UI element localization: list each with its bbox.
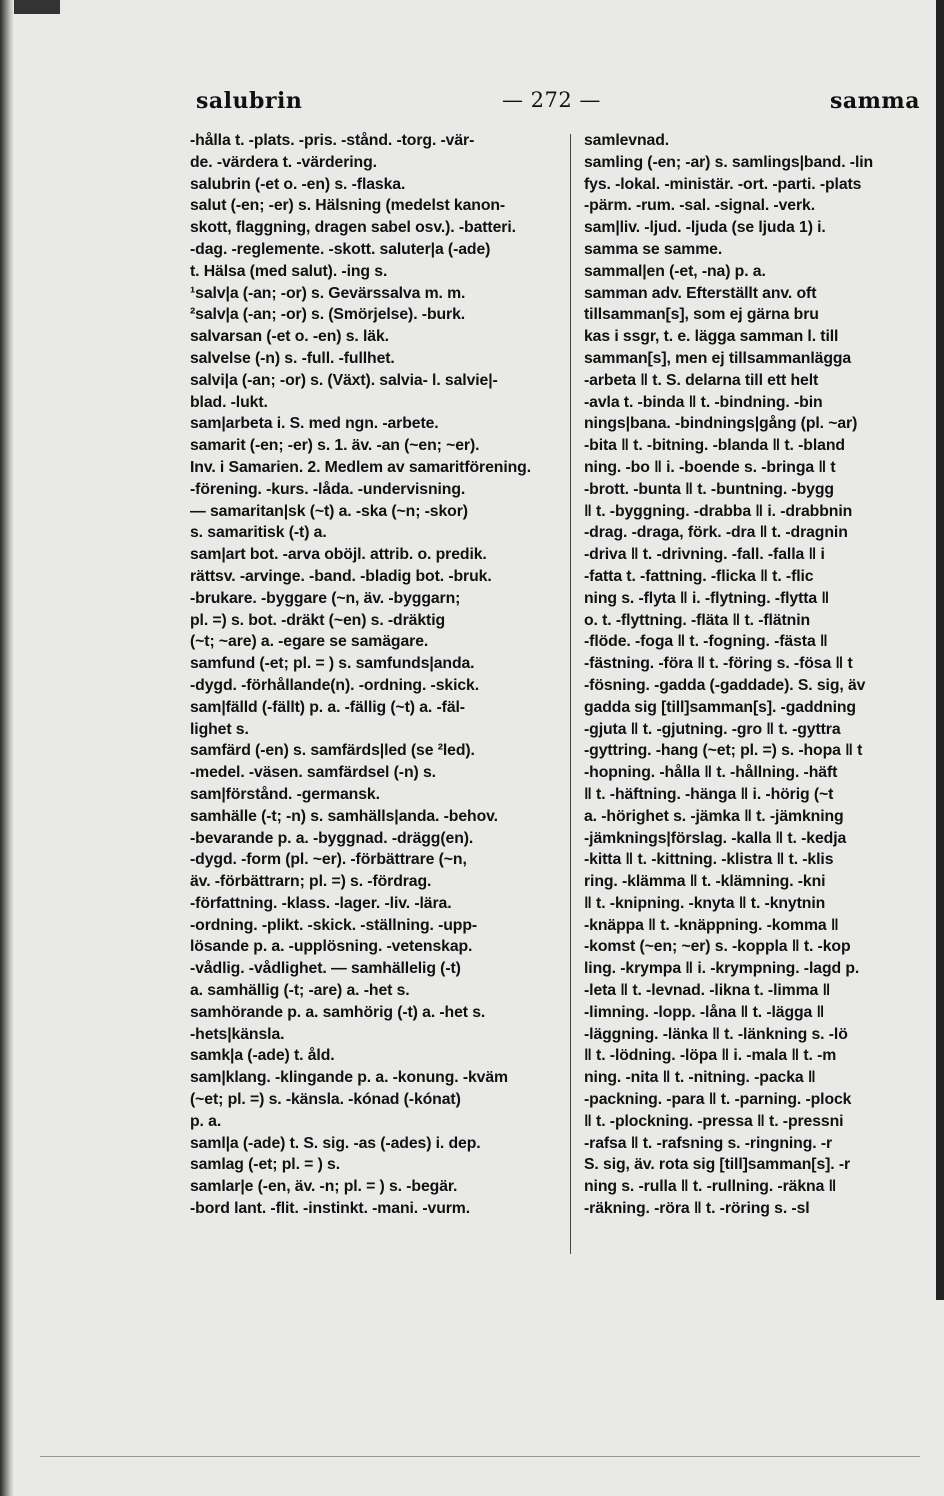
entry-line: -gyttring. -hang (~et; pl. =) s. -hopa ǁ t [584, 742, 863, 760]
entry-line: -läggning. -länka ǁ t. -länkning s. -lö [584, 1025, 848, 1043]
entry-line: -författning. -klass. -lager. -liv. -lära. [190, 894, 452, 912]
entry-line: samlar|e (-en, äv. -n; pl. = ) s. -begär. [190, 1178, 458, 1196]
entry-line: -fästning. -föra ǁ t. -föring s. -fösa ǁ t [584, 655, 853, 673]
entry-line: sam|art bot. -arva oböjl. attrib. o. predik. [190, 546, 487, 564]
entry-line: -flöde. -foga ǁ t. -fogning. -fästa ǁ [584, 633, 828, 651]
entry-line: -avla t. -binda ǁ t. -bindning. -bin [584, 393, 823, 411]
book-gutter-shadow [0, 0, 14, 1496]
entry-line: ning. -nita ǁ t. -nitning. -packa ǁ [584, 1069, 816, 1087]
entry-line: -rafsa ǁ t. -rafsning s. -ringning. -r [584, 1134, 833, 1152]
entry-line: ning s. -flyta ǁ i. -flytning. -flytta ǁ [584, 589, 830, 607]
entry-line: -leta ǁ t. -levnad. -likna t. -limma ǁ [584, 982, 831, 1000]
entry-line: samlag (-et; pl. = ) s. [190, 1156, 340, 1174]
entry-line: -förening. -kurs. -låda. -undervisning. [190, 480, 466, 498]
entry-line: ǁ t. -plockning. -pressa ǁ t. -pressni [584, 1112, 844, 1130]
entry-line: gadda sig [till]samman[s]. -gaddning [584, 698, 856, 716]
entry-line: samman adv. Efterställt anv. oft [584, 284, 817, 302]
entry-line: ǁ t. -häftning. -hänga ǁ i. -hörig (~t [584, 785, 834, 803]
entry-line: -arbeta ǁ t. S. delarna till ett helt [584, 371, 819, 389]
entry-line: sam|klang. -klingande p. a. -konung. -kväm [190, 1069, 508, 1087]
entry-line: nings|bana. -bindnings|gång (pl. ~ar) [584, 415, 858, 433]
entry-line: t. Hälsa (med salut). -ing s. [190, 262, 388, 280]
entry-line: samling (-en; -ar) s. samlings|band. -lin [584, 153, 874, 171]
column-divider [570, 134, 571, 1254]
entry-line: -dygd. -form (pl. ~er). -förbättrare (~n, [190, 851, 467, 869]
running-head [196, 84, 936, 120]
entry-line: -brott. -bunta ǁ t. -buntning. -bygg [584, 480, 834, 498]
entry-line: de. -värdera t. -värdering. [190, 153, 377, 171]
entry-line: -bita ǁ t. -bitning. -blanda ǁ t. -bland [584, 437, 845, 455]
entry-line: -driva ǁ t. -drivning. -fall. -falla ǁ i [584, 546, 825, 564]
entry-line: samfund (-et; pl. = ) s. samfunds|anda. [190, 655, 475, 673]
bottom-edge-line [40, 1456, 920, 1457]
entry-line: samhälle (-t; -n) s. samhälls|anda. -behov. [190, 807, 498, 825]
entry-line: -medel. -väsen. samfärdsel (-n) s. [190, 764, 436, 782]
entry-line: ling. -krympa ǁ i. -krympning. -lagd p. [584, 960, 860, 978]
entry-line: äv. -förbättrarn; pl. =) s. -fördrag. [190, 873, 432, 891]
entry-line: ning. -bo ǁ i. -boende s. -bringa ǁ t [584, 458, 836, 476]
right-column [584, 130, 938, 1220]
entry-line: sam|arbeta i. S. med ngn. -arbete. [190, 415, 439, 433]
entry-line: -hålla t. -plats. -pris. -stånd. -torg. -vär- [190, 132, 475, 149]
entry-line: -dag. -reglemente. -skott. saluter|a (-ade) [190, 240, 491, 258]
entry-line: kas i ssgr, t. e. lägga samman l. till [584, 328, 839, 346]
entry-line: samfärd (-en) s. samfärds|led (se ²led). [190, 742, 475, 760]
entry-line: (~t; ~are) a. -egare se samägare. [190, 633, 429, 651]
entry-line: ǁ t. -lödning. -löpa ǁ i. -mala ǁ t. -m [584, 1047, 837, 1065]
entry-line: ¹salv|a (-an; -or) s. Gevärssalva m. m. [190, 284, 466, 302]
entry-line: salut (-en; -er) s. Hälsning (medelst kanon- [190, 197, 506, 215]
entry-line: samman[s], men ej tillsammanlägga [584, 349, 852, 367]
entry-line: lösande p. a. -upplösning. -vetenskap. [190, 938, 473, 956]
entry-line: tillsamman[s], som ej gärna bru [584, 306, 819, 324]
entry-line: s. samaritisk (-t) a. [190, 524, 327, 542]
entry-line: -packning. -para ǁ t. -parning. -plock [584, 1091, 852, 1109]
entry-line: -räkning. -röra ǁ t. -röring s. -sl [584, 1200, 810, 1218]
entry-line: salvarsan (-et o. -en) s. läk. [190, 328, 389, 346]
entry-line: saml|a (-ade) t. S. sig. -as (-ades) i. dep. [190, 1134, 481, 1152]
entry-line: ring. -klämma ǁ t. -klämning. -kni [584, 873, 826, 891]
entry-line: samma se samme. [584, 240, 723, 258]
entry-line: samlevnad. [584, 132, 670, 149]
entry-line: sammal|en (-et, -na) p. a. [584, 262, 766, 280]
entry-line: — samaritan|sk (~t) a. -ska (~n; -skor) [190, 502, 468, 520]
guide-word-left: salubrin [196, 88, 303, 114]
guide-word-right: samma [830, 88, 920, 114]
entry-line: lighet s. [190, 720, 249, 738]
entry-line: -gjuta ǁ t. -gjutning. -gro ǁ t. -gyttra [584, 720, 841, 738]
entry-line: samk|a (-ade) t. åld. [190, 1047, 335, 1065]
entry-line: rättsv. -arvinge. -band. -bladig bot. -bruk. [190, 567, 492, 585]
entry-line: -fösning. -gadda (-gaddade). S. sig, äv [584, 676, 866, 694]
entry-line: pl. =) s. bot. -dräkt (~en) s. -dräktig [190, 611, 446, 629]
entry-line: -ordning. -plikt. -skick. -ställning. -upp- [190, 916, 478, 934]
entry-line: -bord lant. -flit. -instinkt. -mani. -vurm. [190, 1200, 471, 1218]
entry-line: ning s. -rulla ǁ t. -rullning. -räkna ǁ [584, 1178, 837, 1196]
entry-line: -jämknings|förslag. -kalla ǁ t. -kedja [584, 829, 847, 847]
entry-line: (~et; pl. =) s. -känsla. -kónad (-kónat) [190, 1091, 461, 1109]
entry-line: ²salv|a (-an; -or) s. (Smörjelse). -burk. [190, 306, 466, 324]
entry-line: -drag. -draga, förk. -dra ǁ t. -dragnin [584, 524, 848, 542]
entry-line: ǁ t. -byggning. -drabba ǁ i. -drabbnin [584, 502, 853, 520]
entry-line: -kitta ǁ t. -kittning. -klistra ǁ t. -klis [584, 851, 834, 869]
entry-line: samhörande p. a. samhörig (-t) a. -het s. [190, 1003, 486, 1021]
entry-line: -komst (~en; ~er) s. -koppla ǁ t. -kop [584, 938, 851, 956]
entry-line: salubrin (-et o. -en) s. -flaska. [190, 175, 406, 193]
entry-line: -fatta t. -fattning. -flicka ǁ t. -flic [584, 567, 814, 585]
entry-line: salvelse (-n) s. -full. -fullhet. [190, 349, 395, 367]
entry-line: -hopning. -hålla ǁ t. -hållning. -häft [584, 764, 838, 782]
entry-line: -limning. -lopp. -låna ǁ t. -lägga ǁ [584, 1003, 825, 1021]
entry-line: -dygd. -förhållande(n). -ordning. -skick. [190, 676, 480, 694]
entry-line: sam|förstånd. -germansk. [190, 785, 380, 803]
entry-line: o. t. -flyttning. -fläta ǁ t. -flätnin [584, 611, 811, 629]
entry-line: sam|fälld (-fällt) p. a. -fällig (~t) a. -fäl- [190, 698, 465, 716]
entry-line: sam|liv. -ljud. -ljuda (se ljuda 1) i. [584, 219, 826, 237]
entry-line: blad. -lukt. [190, 393, 268, 411]
entry-line: -hets|känsla. [190, 1025, 285, 1043]
entry-line: -knäppa ǁ t. -knäppning. -komma ǁ [584, 916, 839, 934]
entry-line: Inv. i Samarien. 2. Medlem av samaritförening. [190, 458, 532, 476]
entry-line: a. -hörighet s. -jämka ǁ t. -jämkning [584, 807, 844, 825]
entry-line: -vådlig. -vådlighet. — samhällelig (-t) [190, 960, 461, 978]
entry-line: ǁ t. -knipning. -knyta ǁ t. -knytnin [584, 894, 826, 912]
entry-line: samarit (-en; -er) s. 1. äv. -an (~en; ~er). [190, 437, 480, 455]
entry-line: skott, flaggning, dragen sabel osv.). -batteri. [190, 219, 516, 237]
entry-line: -brukare. -byggare (~n, äv. -byggarn; [190, 589, 461, 607]
entry-line: salvi|a (-an; -or) s. (Växt). salvia- l. salvie|- [190, 371, 498, 389]
entry-line: -bevarande p. a. -byggnad. -drägg(en). [190, 829, 474, 847]
entry-line: a. samhällig (-t; -are) a. -het s. [190, 982, 410, 1000]
left-column [190, 130, 546, 1220]
entry-line: p. a. [190, 1112, 222, 1130]
entry-line: -pärm. -rum. -sal. -signal. -verk. [584, 197, 815, 215]
entry-line: S. sig, äv. rota sig [till]samman[s]. -r [584, 1156, 851, 1174]
page-number: — 272 — [502, 88, 601, 112]
entry-line: fys. -lokal. -ministär. -ort. -parti. -plats [584, 175, 862, 193]
